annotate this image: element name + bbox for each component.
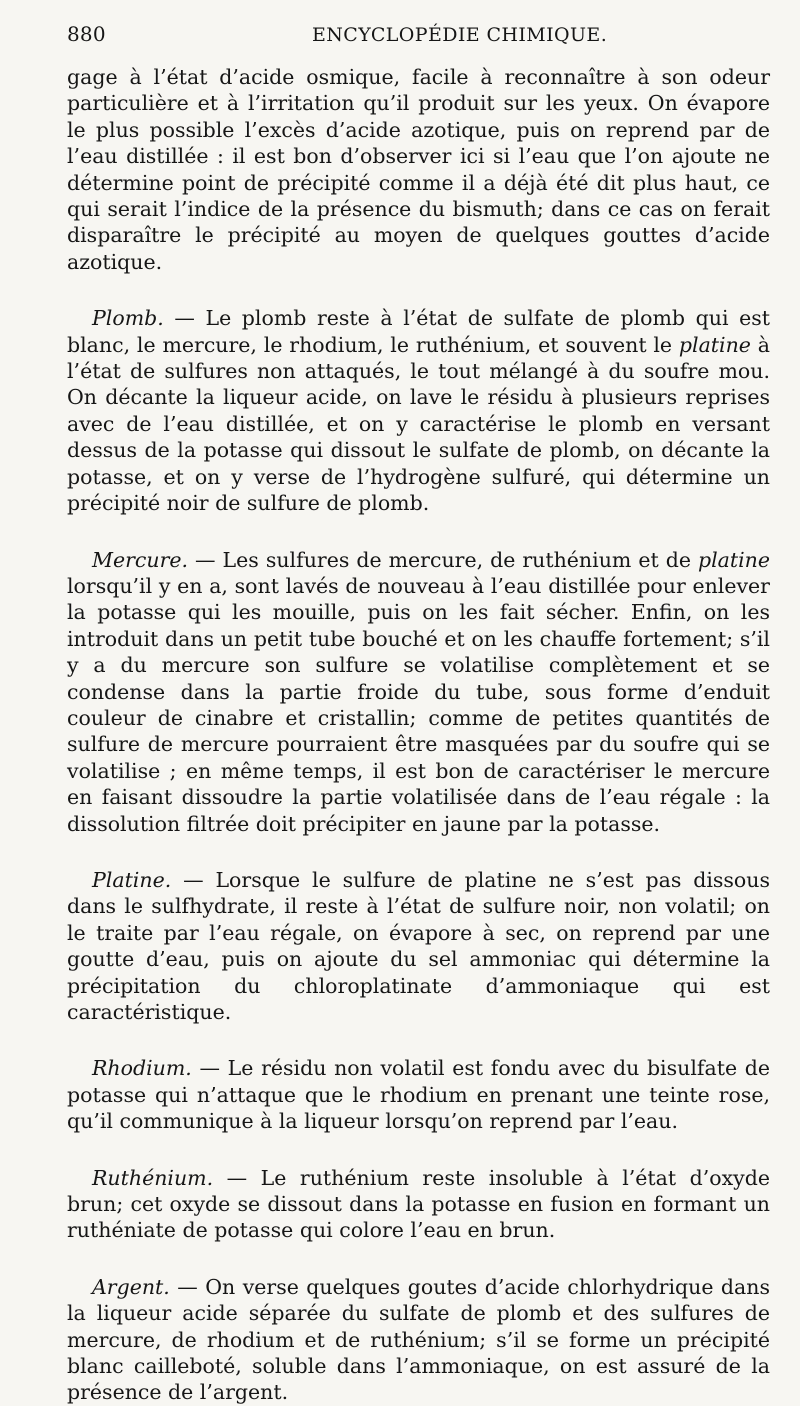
paragraph-plomb	[67, 305, 770, 516]
section-heading-argent: Argent.	[92, 1274, 170, 1299]
section-heading-mercure: Mercure.	[92, 547, 189, 572]
emphasis-platine: platine	[697, 547, 770, 572]
paragraph-text: à l’état de sulfures non attaqués, le tout mélangé à du soufre mou. On décante la liqueur acide, on lave le résidu à plusieurs reprises avec de l’eau distillée, et on y caractérise le plomb en versant dessus de la potasse qui dissout le sulfate de plomb, on décante la potasse, et on y verse de l’hydrogène sulfuré, qui détermine un précipité noir de sulfure de plomb.	[67, 332, 770, 516]
section-heading-ruthenium: Ruthénium.	[92, 1165, 214, 1190]
paragraph-text: — Les sulfures de mercure, de ruthénium et de	[188, 547, 698, 572]
paragraph-ruthenium	[67, 1165, 770, 1244]
paragraph-text: — On verse quelques goutes d’acide chlorhydrique dans la liqueur acide séparée du sulfate de plomb et des sulfures de mercure, de rhodium et de ruthénium; s’il se forme un précipité blanc cailleboté, soluble dans l’ammoniaque, on est assuré de la présence de l’argent.	[67, 1274, 770, 1405]
paragraph-text: — Le plomb reste à l’état de sulfate de plomb qui est blanc, le mercure, le rhodium, le ruthénium, et souvent le	[67, 306, 770, 357]
emphasis-platine: platine	[678, 332, 751, 357]
paragraph-text: — Lorsque le sulfure de platine ne s’est pas dissous dans le sulfhydrate, il reste à l’état de sulfure noir, non volatil; on le traite par l’eau régale, on évapore à sec, on reprend par une goutte d’eau, puis on ajoute du sel ammoniac qui détermine la précipitation du chloroplatinate d’ammoniaque qui est caractéristique.	[67, 867, 770, 1024]
page-header	[67, 22, 770, 50]
opening-paragraph: gage à l’état d’acide osmique, facile à reconnaître à son odeur particulière et à l’irritation qu’il produit sur les yeux. On évapore le plus possible l’excès d’acide azotique, puis on reprend par de l’eau distillée : il est bon d’observer ici si l’eau que l’on ajoute ne détermine point de précipité comme il a déjà été dit plus haut, ce qui serait l’indice de la présence du bismuth; dans ce cas on ferait disparaître le précipité au moyen de quelques gouttes d’acide azotique.	[67, 65, 770, 274]
paragraph-text: — Le ruthénium reste insoluble à l’état d’oxyde brun; cet oxyde se dissout dans la potasse en fusion en formant un ruthéniate de potasse qui colore l’eau en brun.	[67, 1165, 770, 1243]
section-heading-plomb: Plomb.	[92, 306, 164, 331]
page-number: 880	[67, 22, 106, 46]
paragraph-rhodium	[67, 1055, 770, 1134]
paragraph-mercure	[67, 547, 770, 837]
paragraph-text: — Le résidu non volatil est fondu avec du bisulfate de potasse qui n’attaque que le rhodium en prenant une teinte rose, qu’il communique à la liqueur lorsqu’on reprend par l’eau.	[67, 1056, 770, 1134]
running-title: ENCYCLOPÉDIE CHIMIQUE.	[312, 24, 608, 46]
paragraph-platine	[67, 867, 770, 1025]
paragraph-text: lorsqu’il y en a, sont lavés de nouveau à l’eau distillée pour enlever la potasse qui les mouille, puis on les fait sécher. Enfin, on les introduit dans un petit tube bouché et on les chauffe fortement; s’il y a du mercure son sulfure se volatilise complètement et se condense dans la partie froide du tube, sous forme d’enduit couleur de cinabre et cristallin; comme de petites quantités de sulfure de mercure pourraient être masquées par du soufre qui se volatilise ; en même temps, il est bon de caractériser le mercure en faisant dissoudre la partie volatilisée dans de l’eau régale : la dissolution filtrée doit précipiter en jaune par la potasse.	[67, 573, 770, 836]
section-heading-rhodium: Rhodium.	[92, 1056, 192, 1081]
section-heading-platine: Platine.	[92, 867, 172, 892]
paragraph-argent	[67, 1274, 770, 1406]
